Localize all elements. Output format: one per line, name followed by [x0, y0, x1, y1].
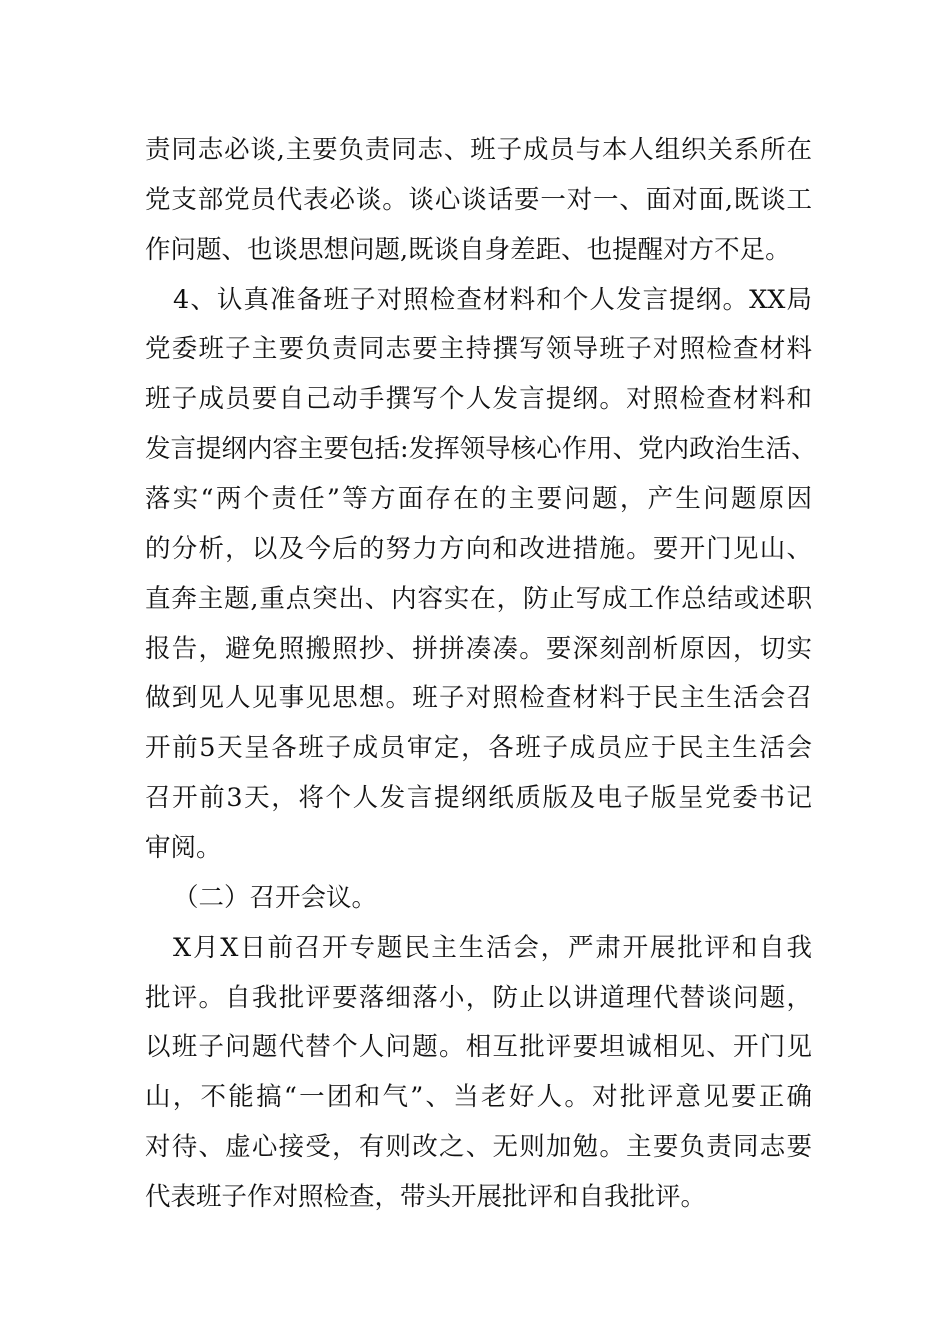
text-line: 的分析，以及今后的努力方向和改进措施。要开门见山、 — [145, 533, 812, 564]
text-line: 审阅。 — [145, 833, 222, 864]
text-line: 4、认真准备班子对照检查材料和个人发言提纲。XX局 — [173, 284, 812, 315]
text-line: 党委班子主要负责同志要主持撰写领导班子对照检查材料 — [145, 334, 812, 365]
text-line: 以班子问题代替个人问题。相互批评要坦诚相见、开门见 — [145, 1032, 812, 1063]
text-line: 批评。自我批评要落细落小，防止以讲道理代替谈问题， — [145, 982, 812, 1013]
text-line: X月X日前召开专题民主生活会，严肃开展批评和自我 — [173, 932, 812, 963]
text-line: 代表班子作对照检查，带头开展批评和自我批评。 — [145, 1182, 707, 1213]
text-line: 班子成员要自己动手撰写个人发言提纲。对照检查材料和 — [145, 384, 812, 415]
text-line: 做到见人见事见思想。班子对照检查材料于民主生活会召 — [145, 683, 812, 714]
text-line: 发言提纲内容主要包括:发挥领导核心作用、党内政治生活、 — [145, 434, 817, 465]
document-page — [145, 132, 817, 1229]
section-heading-text: （二）召开会议。 — [173, 882, 378, 913]
paragraph-talks — [145, 132, 812, 282]
text-line: 对待、虚心接受，有则改之、无则加勉。主要负责同志要 — [145, 1132, 812, 1163]
text-line: 山，不能搞“一团和气”、当老好人。对批评意见要正确 — [145, 1082, 812, 1113]
text-line: 党支部党员代表必谈。谈心谈话要一对一、面对面,既谈工 — [145, 184, 812, 215]
text-line: 开前5天呈各班子成员审定，各班子成员应于民主生活会 — [145, 733, 812, 764]
text-line: 直奔主题,重点突出、内容实在，防止写成工作总结或述职 — [145, 583, 812, 614]
text-line: 召开前3天，将个人发言提纲纸质版及电子版呈党委书记 — [145, 783, 812, 814]
text-line: 落实“两个责任”等方面存在的主要问题，产生问题原因 — [145, 484, 812, 515]
text-line: 作问题、也谈思想问题,既谈自身差距、也提醒对方不足。 — [145, 234, 791, 265]
section-heading — [145, 880, 812, 930]
paragraph-hold-meeting — [145, 930, 812, 1229]
paragraph-prepare-materials — [145, 282, 817, 880]
text-line: 报告，避免照搬照抄、拼拼凑凑。要深刻剖析原因，切实 — [145, 633, 812, 664]
text-line: 责同志必谈,主要负责同志、班子成员与本人组织关系所在 — [145, 135, 812, 165]
